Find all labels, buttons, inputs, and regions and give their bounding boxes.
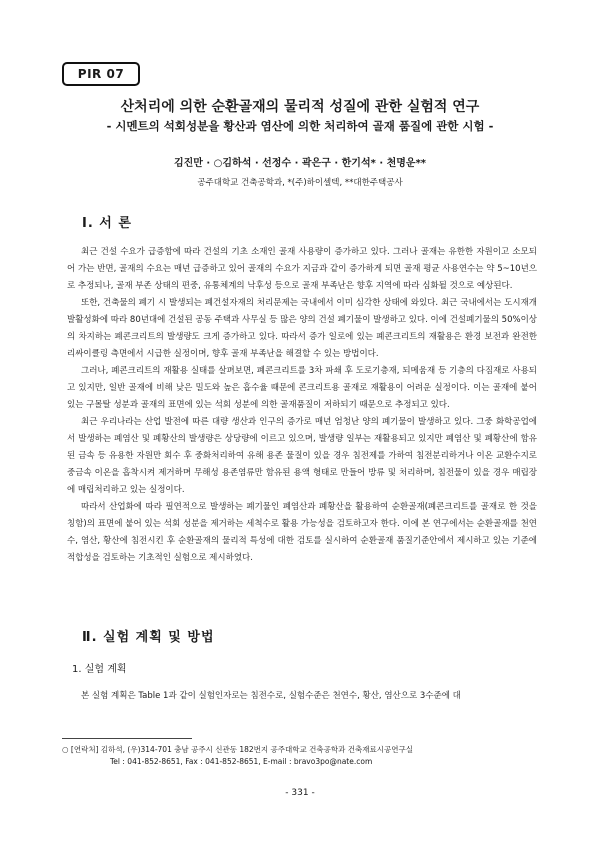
paper-title: 산처리에 의한 순환골재의 물리적 성질에 관한 실험적 연구 — [120, 99, 480, 115]
author-affiliations: 공주대학교 건축공학과, *(주)하이셀텍, **대한주택공사 — [197, 178, 403, 188]
paragraph: 최근 건설 수요가 급증함에 따라 건설의 기초 소재인 골재 사용량이 증가하고 있다. 그러나 골재는 유한한 자원이고 소모되어 가는 반면, 골재의 수요는 매년 급증하고 있어 골재의 수요가 지금과 같이 증가하게 되면 골재 평균 사용연수는 약 5~10년으로 추정되나, 골재 부존 상태의 편중, 유통체계의 낙후성 등으로 골재 부족난은 향후 지역에 따라 심화될 것으로 예상된다. — [67, 247, 537, 291]
section-heading-introduction: Ⅰ. 서 론 — [82, 216, 132, 231]
section-heading-methods: Ⅱ. 실험 계획 및 방법 — [82, 630, 215, 645]
footnote-author: ○ [연락처] 김하석, (우)314-701 충남 공주시 신관동 182번지 공주대학교 건축공학과 건축재료시공연구실 — [62, 745, 413, 754]
methods-body — [67, 688, 537, 705]
author-list: 김진만 · ○김하석 · 선정수 · 곽은구 · 한기석* · 천명운** — [173, 158, 427, 169]
paper-subtitle: - 시멘트의 석회성분을 황산과 염산에 의한 처리하여 골재 품질에 관한 시험 - — [106, 119, 494, 133]
paragraph: 그러나, 폐콘크리트의 재활용 실태를 살펴보면, 폐콘크리트를 3차 파쇄 후 도로기층재, 되메움재 등 기층의 다짐재로 사용되고 있지만, 일반 골재에 비해 낮은 밀도와 높은 흡수율 때문에 콘크리트용 골재로 재활용이 어려운 실정이다. 이는 골재에 붙어 있는 구몰탈 성분과 골재의 표면에 있는 석회 성분에 의한 골재품질이 저하되기 때문으로 추정되고 있다. — [67, 366, 537, 410]
paragraph: 따라서 산업화에 따라 필연적으로 발생하는 폐기물인 폐염산과 폐황산을 활용하여 순환골재(폐콘크리트를 골재로 한 것을 칭함)의 표면에 붙어 있는 석회 성분을 제거하는 세척수로 활용 가능성을 검토하고자 한다. 이에 본 연구에서는 순환골재를 천연수, 염산, 황산에 침전시킨 후 순환골재의 물리적 특성에 대한 검토를 실시하여 순환골재 품질기준안에서 제시하고 있는 기준에 적합성을 검토하는 기초적인 실험으로 제시하였다. — [67, 502, 537, 563]
paragraph: 최근 우리나라는 산업 발전에 따른 대량 생산과 인구의 증가로 매년 엄청난 양의 폐기물이 발생하고 있다. 그중 화학공업에서 발생하는 폐염산 및 폐황산의 발생량은 상당량에 이르고 있으며, 발생량 일부는 재활용되고 있지만 폐염산 및 폐황산에 함유된 금속 등 유용한 자원만 회수 후 중화처리하여 유해 용존 물질이 있을 경우 침전제를 가하여 침전분리하거나 이온 교환수지로 중금속 이온을 흡착시켜 제거하며 무해성 용존염류만 함유된 용액 형태로 만들어 방류 및 처리하며, 침전물이 있을 경우 매립장에 매립처리하고 있는 실정이다. — [67, 417, 537, 495]
paper-code-badge: PIR 07 — [62, 62, 140, 86]
footnote — [62, 744, 542, 768]
footnote-divider — [62, 738, 192, 739]
paragraph: 또한, 건축물의 폐기 시 발생되는 폐건설자재의 처리문제는 국내에서 이미 심각한 상태에 와있다. 최근 국내에서는 도시재개발활성화에 따라 80년대에 건설된 공동 주택과 사무실 등 많은 양의 건설 폐기물이 발생하고 있다. 이에 건설폐기물의 50%이상의 차지하는 폐콘크리트의 발생량도 크게 증가하고 있다. 따라서 증가 일로에 있는 폐콘크리트의 재활용은 환경 보전과 완전한 리싸이클링 측면에서 시급한 실정이며, 향후 골재 부족난을 해결할 수 있는 방법이다. — [67, 298, 537, 359]
introduction-body — [67, 244, 537, 567]
footnote-contact: Tel : 041-852-8651, Fax : 041-852-8651, E-mail : bravo3po@nate.com — [110, 757, 373, 766]
page-number: - 331 - — [285, 788, 315, 798]
paragraph: 본 실험 계획은 Table 1과 같이 실험인자로는 침전수로, 실험수준은 천연수, 황산, 염산으로 3수준에 대 — [81, 691, 461, 701]
subsection-heading: 1. 실험 계획 — [72, 664, 127, 675]
